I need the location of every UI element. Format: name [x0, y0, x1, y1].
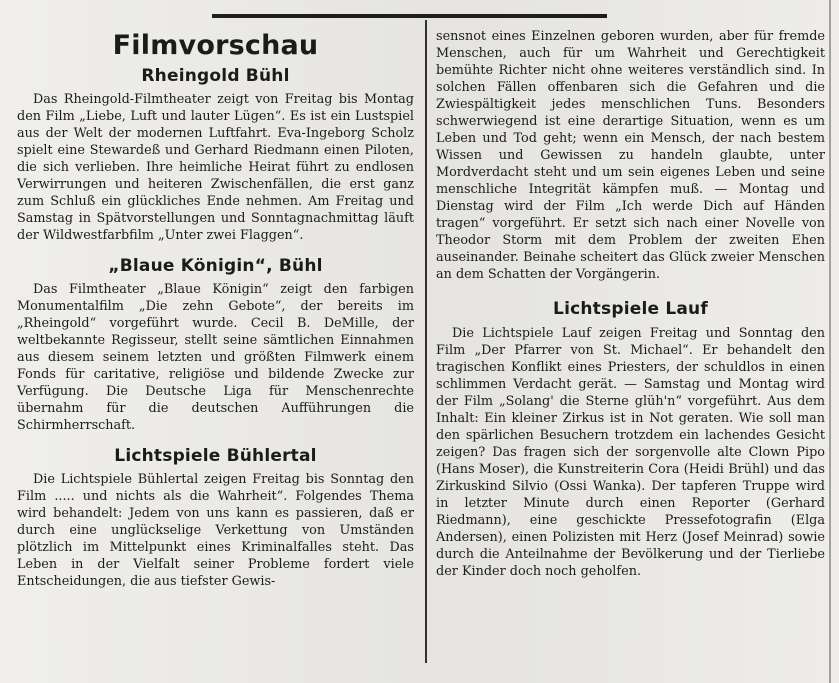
section-text-buehlertal-continued: sensnot eines Einzelnen geboren wurden, aber für fremde Menschen, auch für um Wahrheit und Gerechtigkeit bemühte Richter nicht ohne weiteres verständlich sind. In solchen Fällen offenbaren sich die Gefahren und die Zwiespältigkeit jedes menschlichen Tuns. Besonders schwerwiegend ist eine derartige Situation, wenn es um Leben und Tod geht; wenn ein Mensch, der nach bestem Wissen und Gewissen zu handeln glaubte, unter Mordverdacht steht und um sein eigenes Leben und seine menschliche Integrität kämpfen muß. — Montag und Dienstag wird der Film „Ich werde Dich auf Händen tragen“ vorgeführt. Er setzt sich nach einer Novelle von Theodor Storm mit dem Problem der zweiten Ehen auseinander. Beinahe scheitert das Glück zweier Menschen an dem Schatten der Vorgängerin.: [436, 29, 825, 282]
section-text-blaue-koenigin: Das Filmtheater „Blaue Königin“ zeigt den farbigen Monumentalfilm „Die zehn Gebote“, der bereits im „Rheingold“ vorgeführt wurde. Cecil B. DeMille, der weltbekannte Regisseur, stellt seine sämtlichen Einnahmen aus diesem seinem letzten und größten Filmwerk einem Fonds für caritative, religiöse und bildende Zwecke zur Verfügung. Die Deutsche Liga für Menschenrechte übernahm für die deutschen Aufführungen die Schirmherrschaft.: [17, 282, 414, 433]
section-text-rheingold: Das Rheingold-Filmtheater zeigt von Freitag bis Montag den Film „Liebe, Luft und lauter Lügen“. Es ist ein Lustspiel aus der Welt der modernen Luftfahrt. Eva-Ingeborg Scholz spielt eine Stewardeß und Gerhard Riedmann einen Piloten, die sich verlieben. Ihre heimliche Heirat führt zu endlosen Verwirrungen und heiteren Zwischenfällen, die erst ganz zum Schluß ein glückliches Ende nehmen. Am Freitag und Samstag in Spätvorstellungen und Sonntagnachmittag läuft der Wildwestfarbfilm „Unter zwei Flaggen“.: [17, 92, 414, 243]
page-edge-rule: [829, 0, 831, 683]
section-heading-blaue-koenigin: „Blaue Königin“, Bühl: [108, 256, 323, 276]
section-heading-lauf: Lichtspiele Lauf: [553, 299, 708, 319]
section-heading-buehlertal: Lichtspiele Bühlertal: [114, 446, 317, 466]
top-rule: [212, 14, 607, 18]
article-title: Filmvorschau: [112, 30, 319, 61]
section-text-buehlertal: Die Lichtspiele Bühlertal zeigen Freitag bis Sonntag den Film ..... und nichts als die Wahrheit“. Folgendes Thema wird behandelt: Jedem von uns kann es passieren, daß er durch eine unglückselige Verkettung von Umständen plötzlich im Mittelpunkt eines Kriminalfalles steht. Das Leben in der Vielfalt seiner Probleme fordert viele Entscheidungen, die aus tiefster Gewis-: [17, 472, 414, 589]
column-rule: [425, 20, 427, 663]
left-column: [17, 30, 414, 673]
section-heading-rheingold: Rheingold Bühl: [141, 66, 290, 86]
right-column: [436, 28, 825, 663]
section-text-lauf: Die Lichtspiele Lauf zeigen Freitag und Sonntag den Film „Der Pfarrer von St. Michael“. Er behandelt den tragischen Konflikt eines Priesters, der schuldlos in einen schlimmen Verdacht gerät. — Samstag und Montag wird der Film „Solang' die Sterne glüh'n“ vorgeführt. Aus dem Inhalt: Ein kleiner Zirkus ist in Not geraten. Wie soll man den spärlichen Besuchern trotzdem ein lachendes Gesicht zeigen? Das fragen sich der sorgenvolle alte Clown Pipo (Hans Moser), die Kunstreiterin Cora (Heidi Brühl) und das Zirkuskind Silvio (Ossi Wanka). Der tapferen Truppe wird in letzter Minute durch einen Reporter (Gerhard Riedmann), eine geschickte Pressefotografin (Elga Andersen), einen Polizisten mit Herz (Josef Meinrad) sowie durch die Anteilnahme der Bevölkerung und der Tierliebe der Kinder doch noch geholfen.: [436, 326, 825, 579]
